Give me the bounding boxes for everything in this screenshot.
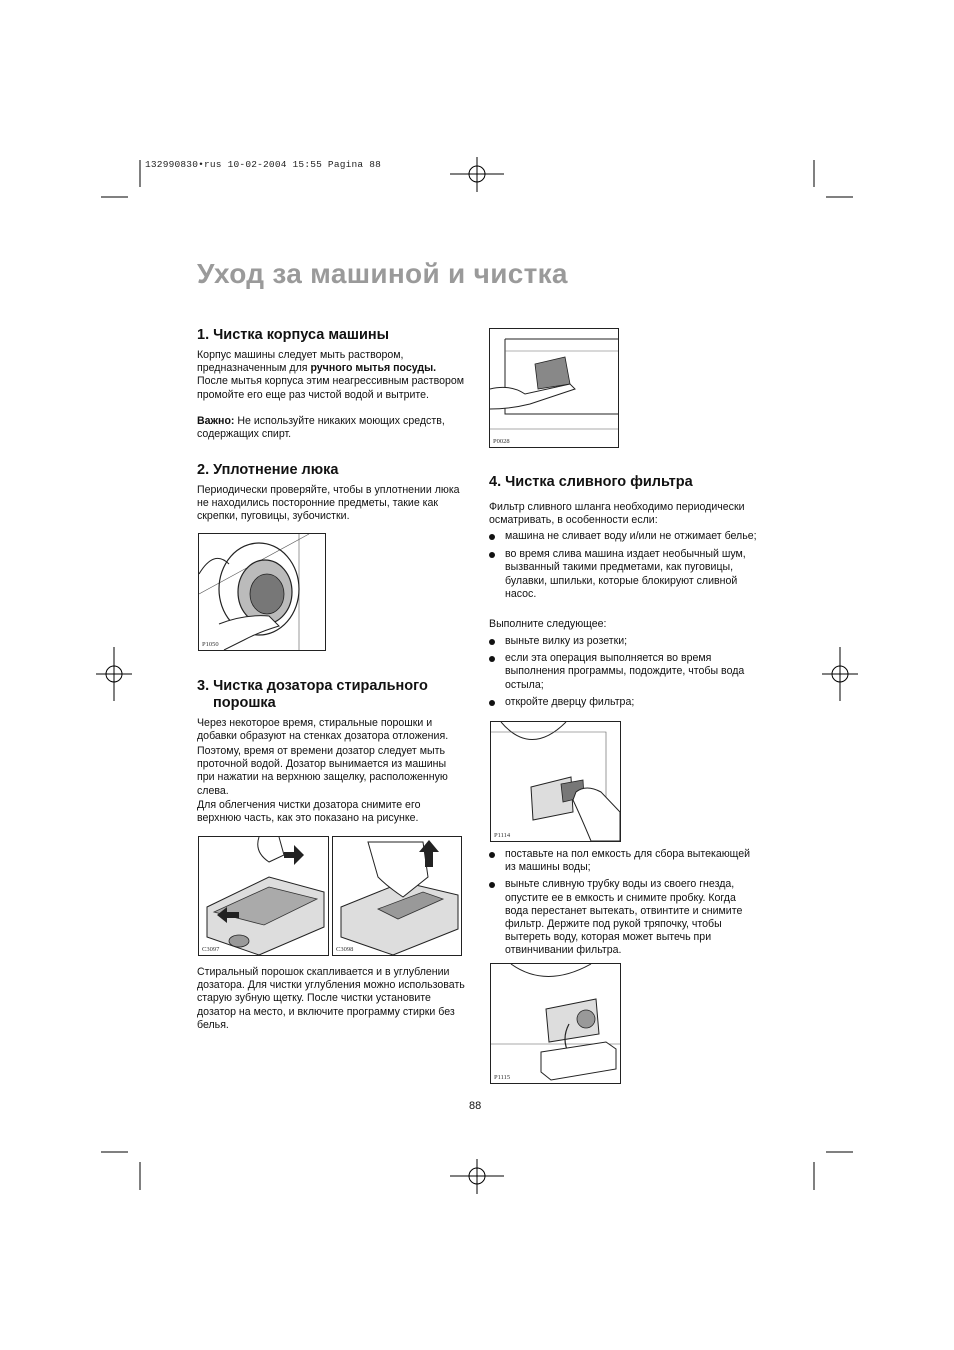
section-3-paragraph-4: Стиральный порошок скапливается и в углублении дозатора. Для чистки углубления можно использовать старую зубную щетку. После чистки установите дозатор на место, и включите программу стирки без белья. <box>197 966 465 1031</box>
list-item-text: выньте сливную трубку воды из своего гнезда, опустите ее в емкость и снимите пробку. Когда вода перестанет вытекать, отвинтите и снимите фильтр. Держите под рукой тряпочку, чтобы вытереть воду, которая может вытечь при отвинчивании фильтра. <box>505 878 743 957</box>
list-item <box>489 696 759 709</box>
door-seal-drawing <box>199 534 325 650</box>
do-next-label: Выполните следующее: <box>489 618 607 630</box>
drain-container-illustration <box>490 963 621 1084</box>
print-slug: 132990830•rus 10-02-2004 15:55 Pagina 88 <box>145 159 382 170</box>
list-item <box>489 848 759 874</box>
list-item-text: выньте вилку из розетки; <box>505 635 628 647</box>
list-item <box>489 878 759 957</box>
figure-label: P1050 <box>202 641 219 648</box>
list-item <box>489 548 759 601</box>
dispenser-top-removal-drawing <box>333 837 461 955</box>
filter-door-illustration <box>490 721 621 842</box>
list-item-text: машина не сливает воду и/или не отжимает белье; <box>505 530 757 542</box>
dispenser-removal-drawing <box>199 837 328 955</box>
section-1-important <box>197 415 465 441</box>
s1-text-a: Корпус машины следует мыть раствором, предназначенным для <box>197 349 404 375</box>
cleaning-housing-illustration <box>489 328 619 448</box>
s1-text-c: После мытья корпуса этим неагрессивным раствором промойте его еще раз чистой водой и вытрите. <box>197 375 465 401</box>
section-3-paragraph-3: Для облегчения чистки дозатора снимите его верхнюю часть, как это показано на рисунке. <box>197 799 421 825</box>
steps-list-1 <box>489 635 759 709</box>
steps-list-2 <box>489 848 759 958</box>
section-3-heading-line2: порошка <box>213 695 276 711</box>
section-4-heading: 4. Чистка сливного фильтра <box>489 474 693 490</box>
list-item <box>489 530 759 543</box>
filter-door-drawing <box>491 722 620 841</box>
list-item <box>489 635 759 648</box>
page-title: Уход за машиной и чистка <box>197 258 568 289</box>
section-3-paragraph-2: Поэтому, время от времени дозатор следует мыть проточной водой. Дозатор вынимается из машины при нажатии на верхнюю защелку, расположенную слева. <box>197 745 448 797</box>
figure-label: P1115 <box>494 1074 511 1081</box>
section-2-paragraph: Периодически проверяйте, чтобы в уплотнении люка не находились посторонние предметы, такие как скрепки, пуговицы, зубочистки. <box>197 484 460 523</box>
important-label: Важно: <box>197 415 235 427</box>
figure-label: C3097 <box>202 946 220 953</box>
section-3-heading <box>197 678 428 712</box>
figure-label: P1114 <box>494 832 511 839</box>
dispenser-top-removal-illustration <box>332 836 462 956</box>
page-number: 88 <box>469 1100 482 1112</box>
section-3-heading-line1: 3. Чистка дозатора стирального <box>197 678 428 694</box>
figure-label: C3098 <box>336 946 354 953</box>
list-item <box>489 652 759 692</box>
important-text: Не используйте никаких моющих средств, содержащих спирт. <box>197 415 445 441</box>
filter-conditions-list <box>489 530 759 601</box>
dispenser-removal-illustration <box>198 836 329 956</box>
section-4-intro: Фильтр сливного шланга необходимо периодически осматривать, в особенности если: <box>489 501 745 527</box>
drain-container-drawing <box>491 964 620 1083</box>
figure-label: P0028 <box>493 438 510 445</box>
section-3-paragraph-1: Через некоторое время, стиральные порошки и добавки образуют на стенках дозатора отложения. <box>197 717 449 743</box>
list-item-text: откройте дверцу фильтра; <box>505 695 635 708</box>
list-item-text: если эта операция выполняется во время выполнения программы, подождите, чтобы вода остыла; <box>505 652 745 691</box>
door-seal-illustration <box>198 533 326 651</box>
section-2-heading: 2. Уплотнение люка <box>197 462 339 478</box>
list-item-text: во время слива машина издает необычный шум, вызванный такими предметами, как пуговицы, булавки, шпильки, которые блокируют сливной насос. <box>505 548 746 600</box>
section-1-heading: 1. Чистка корпуса машины <box>197 327 390 343</box>
s1-text-bold: ручного мытья посуды. <box>310 362 437 375</box>
cleaning-housing-drawing <box>490 329 618 447</box>
list-item-text: поставьте на пол емкость для сбора вытекающей из машины воды; <box>505 848 751 874</box>
section-1-paragraph <box>197 349 465 402</box>
